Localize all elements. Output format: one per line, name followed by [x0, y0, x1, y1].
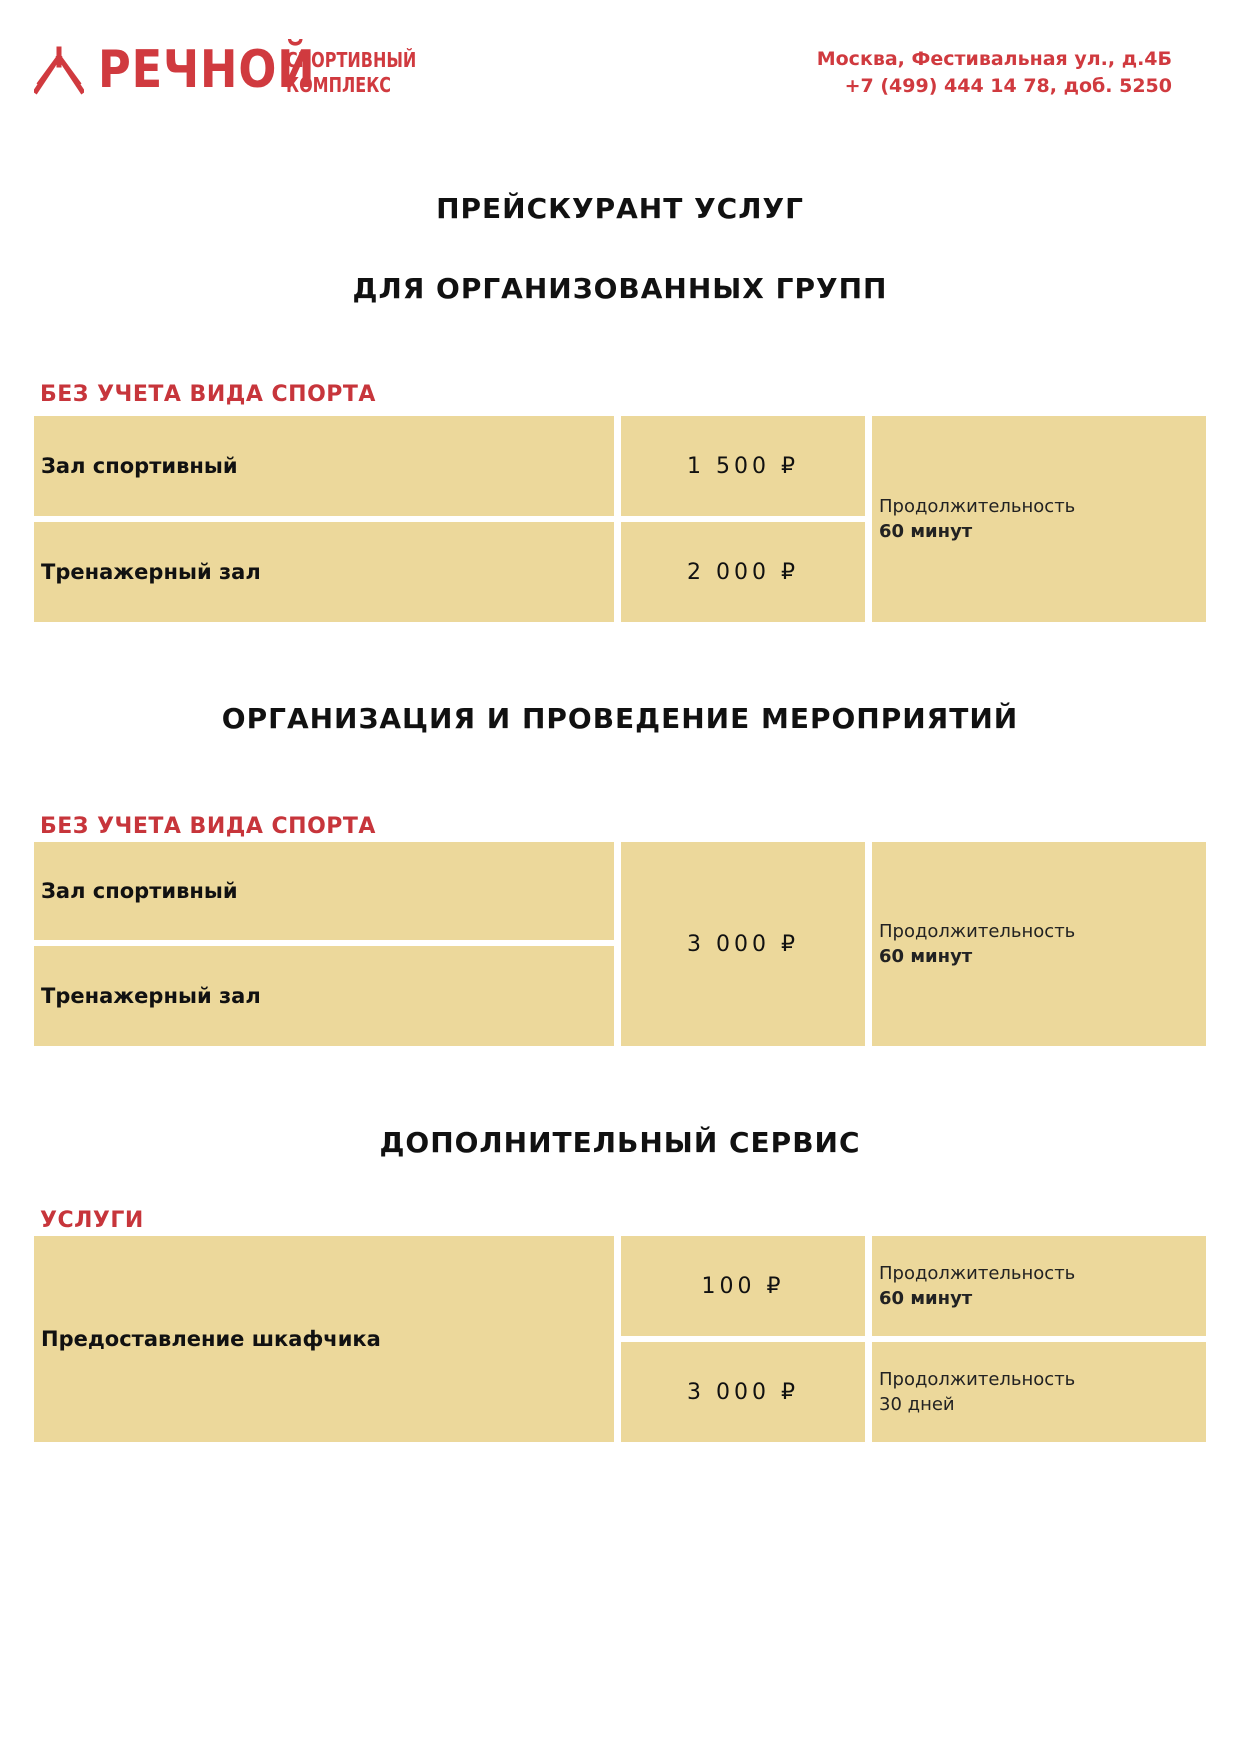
brand-subtitle-line: КОМПЛЕКС: [286, 73, 392, 97]
address-text: Москва, Фестивальная ул., д.4Б: [816, 48, 1172, 70]
duration-value: 60 минут: [879, 946, 973, 967]
section-label-groups: БЕЗ УЧЕТА ВИДА СПОРТА: [40, 382, 376, 407]
duration-label: Продолжительность: [879, 1369, 1076, 1390]
page-subtitle: ДЛЯ ОРГАНИЗОВАННЫХ ГРУПП: [352, 272, 888, 305]
price-cell: [621, 842, 865, 1046]
service-name: Зал спортивный: [41, 879, 238, 903]
section-label-extra: УСЛУГИ: [40, 1208, 144, 1233]
service-name: Тренажерный зал: [41, 984, 261, 1008]
price-cell: [621, 416, 865, 516]
table-row-name: [34, 522, 614, 622]
price-cell: [621, 1342, 865, 1442]
duration-label: Продолжительность: [879, 1263, 1076, 1284]
section-title-events: ОРГАНИЗАЦИЯ И ПРОВЕДЕНИЕ МЕРОПРИЯТИЙ: [221, 702, 1019, 735]
brand-subtitle: [286, 48, 416, 98]
table-row-name: [34, 842, 614, 940]
contacts-block: [817, 46, 1172, 100]
brand-name: РЕЧНОЙ: [98, 40, 316, 100]
service-name: Зал спортивный: [41, 454, 238, 478]
price-value: 1 500 ₽: [687, 453, 799, 479]
duration-value: 60 минут: [879, 521, 973, 542]
duration-cell: [872, 842, 1206, 1046]
brand-subtitle-line: СПОРТИВНЫЙ: [286, 48, 417, 72]
price-value: 3 000 ₽: [687, 1379, 799, 1405]
river-emblem-icon: [34, 45, 84, 95]
duration-cell: [872, 1236, 1206, 1336]
table-row-name: [34, 946, 614, 1046]
table-row-name: [34, 1236, 614, 1442]
service-name: Тренажерный зал: [41, 560, 261, 584]
duration-value: 30 дней: [879, 1394, 955, 1415]
duration-label: Продолжительность: [879, 496, 1076, 517]
duration-cell: [872, 416, 1206, 622]
page-title: ПРЕЙСКУРАНТ УСЛУГ: [436, 192, 804, 225]
price-value: 3 000 ₽: [687, 931, 799, 957]
table-row-name: [34, 416, 614, 516]
duration-label: Продолжительность: [879, 921, 1076, 942]
price-cell: [621, 1236, 865, 1336]
price-cell: [621, 522, 865, 622]
phone-text: +7 (499) 444 14 78, доб. 5250: [844, 75, 1172, 97]
section-label-events: БЕЗ УЧЕТА ВИДА СПОРТА: [40, 814, 376, 839]
price-value: 2 000 ₽: [687, 559, 799, 585]
section-title-extra: ДОПОЛНИТЕЛЬНЫЙ СЕРВИС: [379, 1126, 861, 1159]
duration-value: 60 минут: [879, 1288, 973, 1309]
service-name: Предоставление шкафчика: [41, 1327, 381, 1351]
price-value: 100 ₽: [701, 1273, 785, 1299]
duration-cell: [872, 1342, 1206, 1442]
